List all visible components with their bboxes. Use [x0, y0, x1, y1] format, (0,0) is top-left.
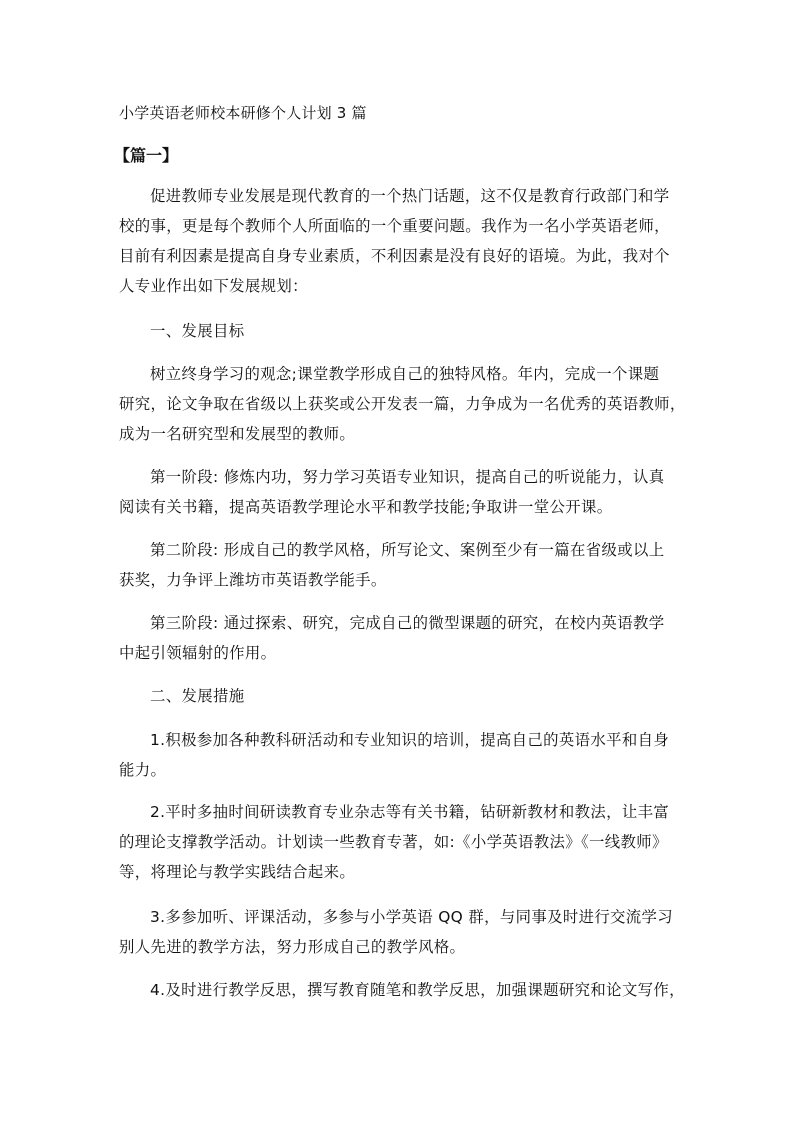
paragraph-line: 树立终身学习的观念;课堂教学形成自己的独特风格。年内，完成一个课题 — [150, 365, 660, 383]
paragraph-line: 第三阶段: 通过探索、研究，完成自己的微型课题的研究，在校内英语教学 — [150, 614, 665, 632]
paragraph-line: 中起引领辐射的作用。 — [119, 644, 277, 662]
paragraph-line: 人专业作出如下发展规划： — [119, 277, 308, 295]
paragraph-line: 阅读有关书籍，提高英语教学理论水平和教学技能;争取讲一堂公开课。 — [119, 498, 613, 516]
list-item-line: 能力。 — [119, 761, 167, 779]
paragraph-line: 成为一名研究型和发展型的教师。 — [119, 425, 356, 443]
section-heading: 【篇一】 — [114, 146, 179, 165]
paragraph-line: 校的事，更是每个教师个人所面临的一个重要问题。我作为一名小学英语老师， — [119, 217, 670, 235]
section-subheading: 二、发展措施 — [150, 687, 245, 705]
paragraph-line: 获奖，力争评上潍坊市英语教学能手。 — [119, 571, 387, 589]
paragraph-line: 第一阶段: 修炼内功，努力学习英语专业知识，提高自己的听说能力，认真 — [150, 468, 665, 486]
paragraph-line: 目前有利因素是提高自身专业素质，不利因素是没有良好的语境。为此，我对个 — [119, 247, 670, 265]
paragraph-line: 促进教师专业发展是现代教育的一个热门话题，这不仅是教育行政部门和学 — [150, 187, 670, 205]
paragraph-line: 研究，论文争取在省级以上获奖或公开发表一篇，力争成为一名优秀的英语教师， — [119, 395, 686, 413]
list-item-line: 4.及时进行教学反思，撰写教育随笔和教学反思，加强课题研究和论文写作， — [150, 981, 685, 999]
list-item-line: 等，将理论与教学实践结合起来。 — [119, 863, 356, 881]
document-title: 小学英语老师校本研修个人计划 3 篇 — [119, 104, 367, 122]
paragraph-line: 第二阶段: 形成自己的教学风格，所写论文、案例至少有一篇在省级或以上 — [150, 541, 665, 559]
list-item-line: 别人先进的教学方法，努力形成自己的教学风格。 — [119, 938, 466, 956]
list-item-line: 的理论支撑教学活动。计划读一些教育专著，如:《小学英语教法》《一线教师》 — [119, 833, 668, 851]
list-item-line: 1.积极参加各种教科研活动和专业知识的培训，提高自己的英语水平和自身 — [150, 731, 670, 749]
list-item-line: 3.多参加听、评课活动，多参与小学英语 QQ 群，与同事及时进行交流学习 — [150, 908, 674, 926]
section-subheading: 一、发展目标 — [150, 322, 245, 340]
list-item-line: 2.平时多抽时间研读教育专业杂志等有关书籍，钻研新教材和教法，让丰富 — [150, 803, 670, 821]
